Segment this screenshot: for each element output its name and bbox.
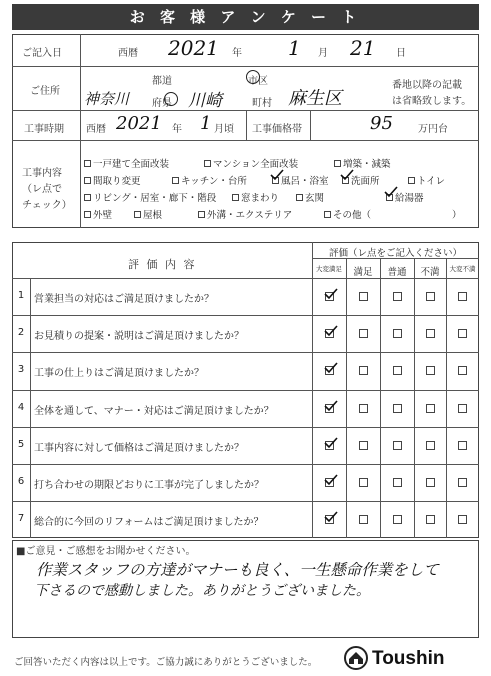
- checkbox-icon: [204, 160, 211, 167]
- row-divider: [12, 464, 479, 465]
- rating-checkbox[interactable]: [426, 404, 435, 413]
- work-period-year-value: 2021: [116, 113, 162, 134]
- rating-checkbox[interactable]: [426, 515, 435, 524]
- work-period-era: 西暦: [86, 124, 106, 135]
- checkbox-icon: [134, 211, 141, 218]
- city-circle-mark: [246, 70, 260, 84]
- work-period-month-value: 1: [200, 113, 212, 134]
- price-label: 工事価格帯: [252, 124, 302, 135]
- rating-checkbox[interactable]: [393, 515, 402, 524]
- date-year-value: 2021: [168, 36, 219, 60]
- date-day-unit: 日: [396, 48, 406, 59]
- work-option-checkbox[interactable]: [134, 207, 162, 221]
- question-number: 1: [17, 290, 25, 301]
- question-text: 営業担当の対応はご満足頂けましたか？: [34, 294, 214, 305]
- work-option-label: その他（: [333, 210, 372, 221]
- check-mark-icon: [324, 288, 338, 300]
- column-divider: [446, 258, 447, 538]
- work-content-label-3: チェック）: [22, 200, 72, 211]
- address-town-value: 麻生区: [288, 88, 342, 109]
- date-year-unit: 年: [232, 48, 242, 59]
- question-text: 打ち合わせの期限どおりに工事が完了しましたか？: [34, 480, 264, 491]
- rating-checkbox[interactable]: [359, 404, 368, 413]
- rating-checkbox[interactable]: [458, 404, 467, 413]
- rating-checkbox[interactable]: [426, 329, 435, 338]
- price-unit: 万円台: [418, 124, 448, 135]
- question-number: 6: [17, 476, 25, 487]
- row-divider: [12, 390, 479, 391]
- rating-checkbox[interactable]: [393, 404, 402, 413]
- comments-label: ■ご意見・ご感想をお聞かせください。: [16, 546, 196, 557]
- work-option-checkbox[interactable]: [386, 190, 424, 204]
- work-option-checkbox[interactable]: [84, 207, 112, 221]
- work-option-label: 一戸建て全面改装: [93, 159, 170, 170]
- survey-title: お 客 様 ア ン ケ ー ト: [12, 4, 479, 30]
- rating-checkbox[interactable]: [458, 292, 467, 301]
- work-option-label: 間取り変更: [93, 176, 141, 187]
- question-number: 2: [17, 327, 25, 339]
- rating-checkbox[interactable]: [458, 478, 467, 487]
- work-option-checkbox[interactable]: [296, 190, 324, 204]
- checkbox-icon: [296, 194, 303, 201]
- question-number: 4: [17, 401, 25, 413]
- work-option-checkbox[interactable]: [324, 207, 371, 221]
- address-fuken: 府県: [152, 98, 172, 109]
- rating-checkbox[interactable]: [458, 366, 467, 375]
- address-label: ご住所: [30, 86, 60, 97]
- checkbox-icon: [198, 211, 205, 218]
- checkbox-icon: [232, 194, 239, 201]
- work-option-label: リビング・居室・廊下・階段: [93, 193, 217, 204]
- work-option-checkbox[interactable]: [232, 190, 279, 204]
- question-number: 5: [17, 438, 25, 450]
- row-divider: [12, 427, 479, 428]
- rating-checkbox[interactable]: [458, 441, 467, 450]
- check-mark-icon: [324, 437, 338, 449]
- address-todofuken: 都道: [152, 76, 172, 87]
- check-mark-icon: [340, 169, 354, 181]
- question-text: 全体を通して、マナー・対応はご満足頂けましたか？: [34, 405, 274, 417]
- date-month-value: 1: [288, 36, 301, 60]
- work-option-checkbox[interactable]: [84, 156, 169, 170]
- row-divider: [12, 315, 479, 316]
- rating-checkbox[interactable]: [359, 329, 368, 338]
- check-mark-icon: [384, 186, 398, 198]
- check-mark-icon: [270, 169, 284, 181]
- question-text: お見積りの提案・説明はご満足頂けましたか？: [34, 331, 244, 343]
- column-divider: [414, 258, 415, 538]
- date-day-value: 21: [350, 36, 376, 60]
- work-option-label: 給湯器: [395, 193, 424, 204]
- rating-checkbox[interactable]: [426, 292, 435, 301]
- work-option-checkbox[interactable]: [342, 173, 380, 187]
- work-period-label: 工事時期: [24, 124, 64, 135]
- checkbox-icon: [324, 211, 331, 218]
- work-option-label: キッチン・台所: [181, 176, 247, 187]
- rating-checkbox[interactable]: [393, 366, 402, 375]
- work-period-month-unit: 月頃: [214, 124, 234, 135]
- rating-checkbox[interactable]: [458, 329, 467, 338]
- work-option-label: トイレ: [417, 176, 446, 187]
- date-label: ご記入日: [22, 48, 62, 59]
- comments-line1: 作業スタッフの方達がマナーも良く、一生懸命作業をして: [36, 561, 439, 579]
- work-option-label: ）: [452, 210, 462, 221]
- checkbox-icon: [408, 177, 415, 184]
- checkbox-icon: [172, 177, 179, 184]
- work-option-label: 玄関: [305, 193, 325, 204]
- work-option-label: マンション全面改装: [213, 159, 299, 170]
- checkbox-icon: [84, 211, 91, 218]
- work-content-label-2: （レ点で: [22, 184, 62, 195]
- house-logo-icon: [344, 646, 368, 670]
- work-option-label: 屋根: [143, 210, 163, 221]
- work-option-checkbox[interactable]: [334, 156, 391, 170]
- work-option-label: 増築・減築: [343, 159, 391, 170]
- rating-checkbox[interactable]: [426, 366, 435, 375]
- column-divider: [380, 258, 381, 538]
- address-chouson: 町村: [252, 98, 272, 109]
- footer-thanks: ご回答いただく内容は以上です。ご協力誠にありがとうございました。: [14, 657, 318, 668]
- rating-column-header: 大変不満: [449, 265, 476, 273]
- rating-checkbox[interactable]: [359, 292, 368, 301]
- rating-column-header: 不満: [420, 267, 440, 278]
- check-mark-icon: [324, 325, 338, 337]
- rating-checkbox[interactable]: [393, 292, 402, 301]
- rating-checkbox[interactable]: [393, 478, 402, 487]
- date-era: 西暦: [118, 48, 138, 59]
- work-option-label: 窓まわり: [241, 193, 280, 204]
- work-option-checkbox[interactable]: [408, 173, 445, 187]
- rating-checkbox[interactable]: [458, 515, 467, 524]
- price-value: 95: [370, 113, 393, 134]
- rating-checkbox[interactable]: [359, 515, 368, 524]
- date-month-unit: 月: [318, 48, 328, 59]
- rating-checkbox[interactable]: [359, 366, 368, 375]
- column-divider: [346, 258, 347, 538]
- check-mark-icon: [324, 474, 338, 486]
- address-shiku: 市区: [248, 76, 268, 87]
- work-option-checkbox[interactable]: [198, 207, 292, 221]
- address-city-value: 川崎: [188, 91, 222, 111]
- row-divider: [12, 352, 479, 353]
- rating-column-header: 満足: [353, 267, 373, 278]
- evaluation-content-header: 評 価 内 容: [128, 258, 197, 271]
- checkbox-icon: [84, 177, 91, 184]
- rating-checkbox[interactable]: [359, 478, 368, 487]
- checkbox-icon: [84, 194, 91, 201]
- comments-line2: 下さるので感動しました。ありがとうございました。: [34, 583, 370, 599]
- rating-checkbox[interactable]: [393, 329, 402, 338]
- rating-header: 評価（レ点をご記入ください）: [328, 248, 462, 259]
- rating-column-header: 普通: [387, 267, 407, 278]
- work-option-checkbox[interactable]: [452, 207, 462, 221]
- address-pref-value: 神奈川: [84, 90, 130, 108]
- check-mark-icon: [324, 362, 338, 374]
- brand-name: Toushin: [372, 648, 445, 669]
- rating-checkbox[interactable]: [393, 441, 402, 450]
- rating-checkbox[interactable]: [359, 441, 368, 450]
- question-text: 総合的に今回のリフォームはご満足頂けましたか？: [34, 517, 264, 529]
- work-option-checkbox[interactable]: [84, 190, 216, 204]
- work-option-checkbox[interactable]: [204, 156, 298, 170]
- checkbox-icon: [334, 160, 341, 167]
- work-period-year-unit: 年: [172, 124, 182, 135]
- question-text: 工事の仕上りはご満足頂けましたか？: [34, 368, 204, 380]
- question-number: 7: [17, 513, 25, 525]
- row-divider: [12, 501, 479, 502]
- work-option-checkbox[interactable]: [84, 173, 141, 187]
- address-note-line2: は省略致します。: [392, 96, 472, 107]
- prefecture-circle-mark: [164, 92, 178, 106]
- work-option-label: 外壁: [93, 210, 113, 221]
- work-option-label: 風呂・浴室: [281, 176, 329, 187]
- work-option-label: 洗面所: [351, 176, 380, 187]
- rating-checkbox[interactable]: [426, 441, 435, 450]
- work-option-label: 外溝・エクステリア: [207, 210, 293, 221]
- work-option-checkbox[interactable]: [172, 173, 247, 187]
- address-note-line1: 番地以降の記載: [392, 80, 462, 91]
- checkbox-icon: [84, 160, 91, 167]
- question-number: 3: [17, 364, 25, 376]
- work-option-checkbox[interactable]: [272, 173, 329, 187]
- question-text: 工事内容に対して価格はご満足頂けましたか？: [34, 442, 244, 454]
- check-mark-icon: [324, 511, 338, 523]
- work-content-label: 工事内容: [22, 168, 62, 179]
- rating-checkbox[interactable]: [426, 478, 435, 487]
- check-mark-icon: [324, 400, 338, 412]
- rating-column-header: 大変満足: [316, 265, 342, 273]
